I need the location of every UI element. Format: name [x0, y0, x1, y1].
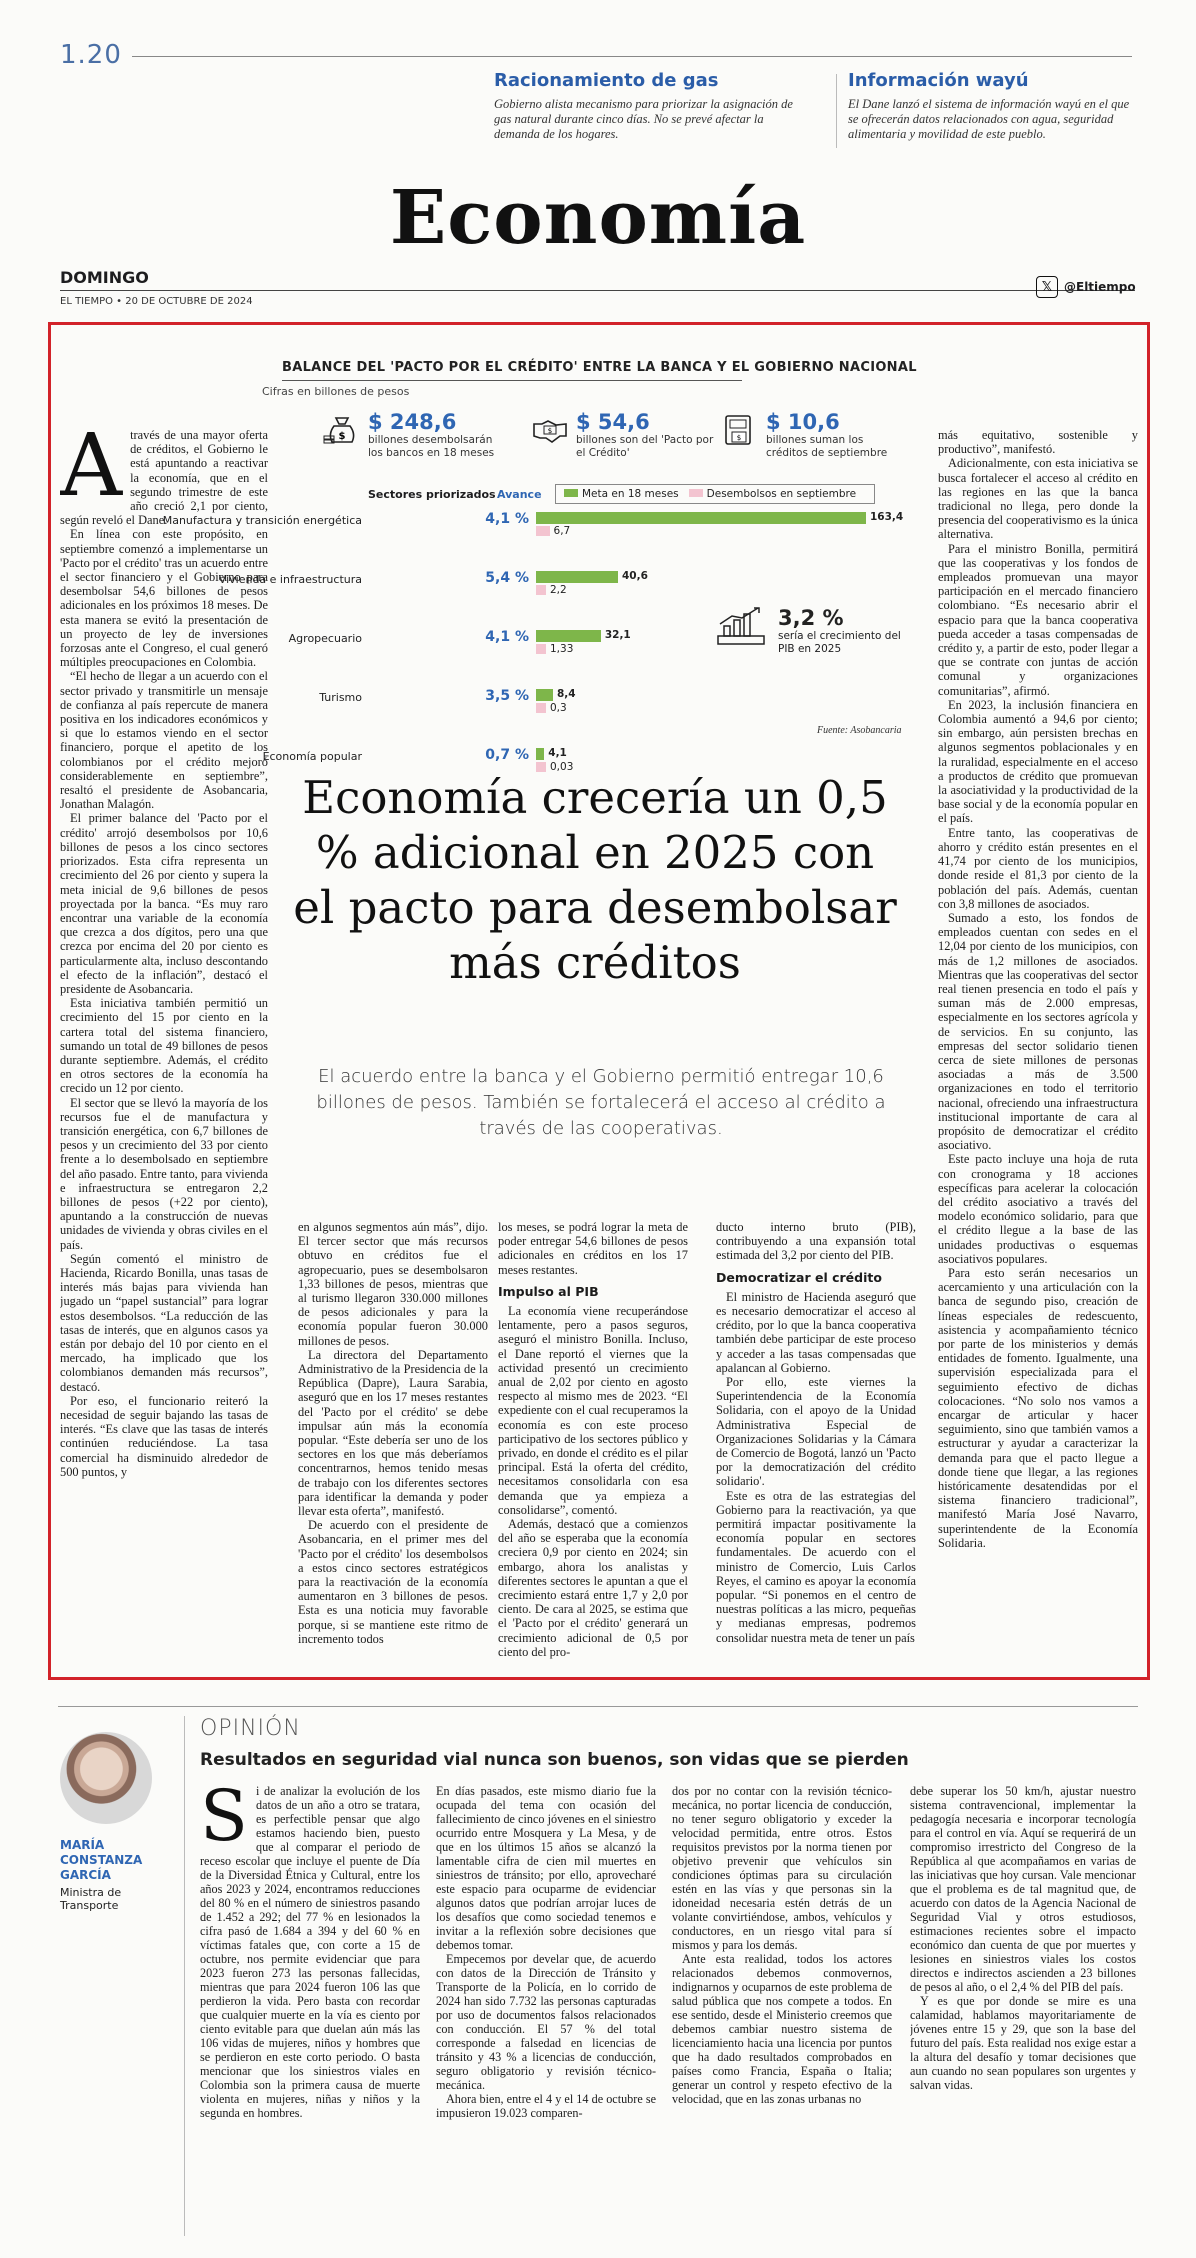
growth-value: 3,2 %: [778, 606, 844, 630]
svg-text:$: $: [736, 434, 742, 442]
chart-bar-meta: [536, 748, 544, 760]
svg-text:$: $: [338, 431, 346, 442]
author-name: MARÍA CONSTANZA GARCÍA: [60, 1838, 143, 1882]
article-headline: Economía crecería un 0,5 % adicional en 2025 con el pacto para desembolsar más créditos: [293, 771, 897, 989]
article-paragraph: Para el ministro Bonilla, permitirá que las cooperativas y los fondos de empleados promuevan una mayor participación en el mercado financiero colombiano. “Es necesario abrir el espacio para que la banca cooperativa pueda acceder a tasas compensadas de crédito y, a partir de esto, poder llegar a que se contrate con juntas de acción comunal y organizaciones comunitarias”, afirmó.: [938, 541, 1138, 698]
brief-gas-text: Gobierno alista mecanismo para priorizar la asignación de gas natural durante cinco días. No se prevé afectar la demanda de los hogares.: [494, 97, 793, 141]
chart-category-label: Vivienda e infraestructura: [218, 573, 362, 586]
article-paragraph: En 2023, la inclusión financiera en Colombia aumentó a 94,6 por ciento; sin embargo, aún persisten brechas en algunos segmentos poblacionales y en la ruralidad, especialmente en el acceso a productos de crédito que promuevan la asociatividad y la productividad de la base social y de la economía popular en el país.: [938, 697, 1138, 826]
chart-avance-label: 3,5 %: [485, 688, 529, 704]
avance-header: Avance: [497, 488, 542, 501]
top-rule: [132, 56, 1132, 57]
kpi-total: [322, 410, 508, 460]
opinion-title: Resultados en seguridad vial nunca son buenos, son vidas que se pierden: [200, 1750, 909, 1770]
day-label: DOMINGO: [60, 268, 149, 287]
opinion-column-4: [910, 1784, 1136, 2244]
brief-gas[interactable]: [494, 70, 794, 142]
author-avatar: [60, 1732, 152, 1824]
article-paragraph: Por eso, el funcionario reiteró la necesidad de seguir bajando las tasas de interés. “Es clave que las tasas de interés continúen reduciéndose. La tasa comercial ha disminuido alrededor de 500 puntos, y: [60, 1393, 268, 1479]
article-paragraph: El sector que se llevó la mayoría de los recursos fue el de manufactura y transición energética, con 6,7 billones de pesos y un crecimiento del 33 por ciento frente a lo desembolsado en septiembre del año pasado. Entre tanto, para vivienda e infraestructura se entregaron 2,2 billones de pesos (+22 por ciento), apuntando a la construcción de nuevas unidades de vivienda y obras civiles en el país.: [60, 1095, 268, 1252]
chart-legend: [555, 484, 875, 504]
opinion-paragraph: i de analizar la evolución de los datos de un año a otro se tratara, es perfectible pensar que algo estamos haciendo bien, puesto que al comparar el periodo de receso escolar que incluye el puente de Día de la Diversidad Étnica y Cultural, entre los años 2023 y 2024, encontramos reducciones del 80 % en el número de siniestros pasando de 1.452 a 292; del 77 % en lesionados la cifra pasó de 1.684 a 394 y del 60 % en víctimas fatales que, con corte a 15 de octubre, nos permite evidenciar que para 2023 fueron 273 las personas fallecidas, mientras que para 2024 fueron 106 las que perdieron la vida. Pero basta con recordar que cualquier muerte en la vía es ciento por ciento evitable para que duelan aún más las 106 vidas de mujeres, niños y hombres que se perdieron en este corto periodo. O basta mencionar que los siniestros viales en Colombia son la primera causa de muerte violenta en mujeres, niñas y niños y la segunda en hombres.: [200, 1784, 420, 2120]
opinion-paragraph: Empecemos por develar que, de acuerdo con datos de la Dirección de Tránsito y Transporte de la Policía, en lo corrido de 2024 han sido 7.732 las personas capturadas por uso de documentos falsos relacionados con conducción. El 57 % del total corresponde a falsedad en licencias de tránsito y 43 % a licencias de conducción, seguro obligatorio y revisión técnico-mecánica.: [436, 1952, 656, 2092]
chart-bar-meta-label: 163,4: [870, 511, 904, 523]
sectores-header: Sectores priorizados: [368, 488, 496, 501]
growth-desc: sería el crecimiento del PIB en 2025: [778, 630, 901, 655]
chart-bar-desembolso-label: 6,7: [553, 525, 571, 537]
chart-title-rule: [282, 380, 742, 381]
kpi-pacto-value: $ 54,6: [576, 410, 650, 434]
chart-bar-desembolso-label: 1,33: [550, 643, 574, 655]
opinion-paragraph: debe superar los 50 km/h, ajustar nuestro sistema contravencional, implementar la pedagogía necesaria e incorporar tecnología para el control en vía. Aquí se requerirá de un compromiso irrestricto del Congreso de la República al que acompañamos en varias de las iniciativas que hoy cursan. Vale mencionar que el problema es de tal magnitud que, de acuerdo con datos de la Agencia Nacional de Seguridad Vial y otros estudiosos, estimaciones recientes sobre el impacto económico dan cuenta de que por muertes y lesiones en siniestros viales los costos directos e indirectos ascienden a 23 billones de pesos al año, o el 2,4 % del PIB del país.: [910, 1784, 1136, 1994]
article-paragraph: De acuerdo con el presidente de Asobancaria, en el primer mes del 'Pacto por el crédito' los desembolsos a estos cinco sectores estratégicos para la reactivación de la economía aumentaron en 3 billones de pesos. Esta es una noticia muy favorable porque, si se mantiene este ritmo de incremento todos: [298, 1518, 488, 1646]
chart-bar-desembolso: [536, 644, 546, 654]
kpi-total-value: $ 248,6: [368, 410, 457, 434]
kpi-septiembre-desc: billones suman los créditos de septiembre: [766, 434, 888, 459]
brief-wayu[interactable]: [848, 70, 1138, 142]
chart-bar-desembolso-label: 0,03: [550, 761, 574, 773]
article-column-2: [298, 1220, 488, 1668]
chart-subtitle: Cifras en billones de pesos: [262, 385, 410, 398]
chart-bar-meta: [536, 512, 866, 524]
article-paragraph: Según comentó el ministro de Hacienda, Ricardo Bonilla, unas tasas de interés más bajas para vivienda han jugado un “papel sustancial” para lograr estos desembolsos. “La reducción de las tasas de interés, que en algunos casos ya están por debajo del 10 por ciento en el mercado, ha implicado que los colombianos demanden más recursos”, destacó.: [60, 1251, 268, 1394]
section-title: Economía: [389, 175, 807, 261]
article-paragraph: Entre tanto, las cooperativas de ahorro y crédito están presentes en el 41,74 por ciento de los municipios, donde reside el 81,3 por ciento de la población del país. Además, cuentan con 3,8 millones de asociados.: [938, 825, 1138, 911]
article-paragraph: más equitativo, sostenible y productivo”, manifestó.: [938, 428, 1138, 457]
kpi-pacto: [530, 410, 716, 460]
chart-bar-meta-label: 8,4: [556, 688, 576, 700]
chart-avance-label: 0,7 %: [485, 747, 529, 763]
article-paragraph: Este es otra de las estrategias del Gobierno para la reactivación, ya que permitirá impactar positivamente la economía popular en sectores fundamentales. De acuerdo con el ministro de Comercio, Luis Carlos Reyes, el camino es apoyar la economía popular. “Si ponemos en el centro de nuestras políticas a las micro, pequeñas y medianas empresas, podremos consolidar nuestra meta de tener un país: [716, 1488, 916, 1645]
article-paragraph: Por ello, este viernes la Superintendencia de la Economía Solidaria, con el apoyo de la Unidad Administrativa Especial de Organizaciones Solidarias y la Cámara de Comercio de Bogotá, lanzó un 'Pacto por la democratización del crédito solidario'.: [716, 1375, 916, 1489]
chart-bar-meta-label: 32,1: [604, 629, 631, 641]
chart-category-label: Manufactura y transición energética: [162, 514, 362, 527]
opinion-column-2: [436, 1784, 656, 2244]
opinion-dropcap: S: [200, 1784, 248, 1857]
legend-desembolsos-swatch: [689, 489, 703, 497]
chart-bar-meta: [536, 689, 553, 701]
article-paragraph: En línea con este propósito, en septiembre comenzó a implementarse un 'Pacto por el crédito' tras un acuerdo entre el sector financiero y el Gobierno para desembolsar 54,6 billones de pesos adicionales en los próximos 18 meses. De esta manera se evitó la presentación de un proyecto de ley de inversiones forzosas ante el Congreso, el cual generó múltiples preocupaciones en Colombia.: [60, 527, 268, 670]
handshake-icon: [530, 410, 570, 450]
chart-category-label: Agropecuario: [288, 632, 362, 645]
brief-wayu-text: El Dane lanzó el sistema de información wayú en el que se ofrecerán datos relacionados con agua, seguridad alimentaria y movilidad de este pueblo.: [848, 97, 1130, 141]
article-paragraph: Esta iniciativa también permitió un crecimiento del 15 por ciento en la cartera total del sistema financiero, sumando un total de 49 billones de pesos durante septiembre. Además, el crédito en otros sectores de la economía ha crecido un 12 por ciento.: [60, 996, 268, 1096]
twitter-link[interactable]: [1036, 276, 1136, 298]
svg-text:$: $: [547, 427, 553, 435]
chart-avance-label: 4,1 %: [485, 629, 529, 645]
opinion-paragraph: Ante esta realidad, todos los actores relacionados debemos conmovernos, indignarnos y ocuparnos de este problema de salud pública que nos compete a todos. En ese sentido, desde el Ministerio creemos que debemos cambiar nuestro sistema de licenciamiento hacia una licencia por puntos que ha dado resultados comprobados en países como Francia, España o Italia; generar un control y respeto efectivo de la velocidad, que en las zonas urbanas no: [672, 1952, 892, 2106]
brief-wayu-title[interactable]: Información wayú: [848, 70, 1029, 91]
article-deck: El acuerdo entre la banca y el Gobierno permitió entregar 10,6 billones de pesos. También se fortalecerá el acceso al crédito a través de las cooperativas.: [316, 1066, 886, 1139]
article-paragraph: los meses, se podrá lograr la meta de poder entregar 54,6 billones de pesos adicionales en créditos en los 17 meses restantes.: [498, 1220, 688, 1277]
money-bag-icon: [322, 410, 362, 450]
article-column-4: [716, 1220, 916, 1668]
chart-bar-desembolso: [536, 526, 550, 536]
article-paragraph: La economía viene recuperándose lentamente, pero a pasos seguros, aseguró el ministro Bonilla. Incluso, el Dane reportó el viernes que la actividad presentó un crecimiento anual de 2,02 por ciento en agosto respecto al mismo mes de 2023. “El expediente con el cual recuperamos la economía es con este proceso participativo de los sectores público y privado, en donde el crédito es el pilar principal. Está la oferta del crédito, necesitamos consolidarla con esa demanda que ya empieza a consolidarse”, comentó.: [498, 1304, 688, 1517]
opinion-label: OPINIÓN: [200, 1716, 301, 1741]
chart-source: Fuente: Asobancaria: [817, 725, 902, 736]
atm-icon: [720, 410, 760, 450]
dateline: EL TIEMPO • 20 DE OCTUBRE DE 2024: [60, 296, 253, 307]
article-column-5: [938, 428, 1138, 1668]
legend-desembolsos-label: Desembolsos en septiembre: [706, 488, 857, 500]
chart-bar-desembolso-label: 2,2: [550, 584, 567, 596]
legend-meta: [564, 488, 679, 500]
opinion-paragraph: Ahora bien, entre el 4 y el 14 de octubre se impusieron 19.023 comparen-: [436, 2092, 656, 2120]
chart-bar-desembolso: [536, 703, 546, 713]
kpi-pacto-desc: billones son del 'Pacto por el Crédito': [576, 434, 714, 459]
chart-category-label: Turismo: [319, 691, 362, 704]
growth-chart-icon: [714, 606, 768, 648]
article-paragraph: Adicionalmente, con esta iniciativa se busca fortalecer el acceso al crédito en las regiones en las que la banca tradicional no llega, pero donde la presencia del cooperativismo es la única alternativa.: [938, 456, 1138, 542]
chart-avance-label: 5,4 %: [485, 570, 529, 586]
subhead-democratizar: Democratizar el crédito: [716, 1269, 882, 1285]
growth-callout: [714, 606, 908, 656]
article-paragraph: través de una mayor oferta de créditos, el Gobierno le está apuntando a reactivar la economía, que en el segundo trimestre de este año creció 2,1 por ciento, según reveló el Dane.: [60, 428, 268, 528]
chart-bar-desembolso-label: 0,3: [550, 702, 567, 714]
kpi-septiembre-value: $ 10,6: [766, 410, 840, 434]
chart-title: BALANCE DEL 'PACTO POR EL CRÉDITO' ENTRE LA BANCA Y EL GOBIERNO NACIONAL: [282, 360, 917, 375]
chart-avance-label: 4,1 %: [485, 511, 529, 527]
article-paragraph: Para esto serán necesarios un acercamiento y una articulación con la banca de segundo piso, creación de líneas especiales de redescuento, asistencia y acompañamiento técnico por parte de los ministerios y demás entidades de fomento. Igualmente, una supervisión especializada para el seguimiento efectivo de dichas colocaciones. “No solo nos vamos a encargar de articular y hacer seguimiento, sino que también vamos a estructurar y ayudar a caracterizar la demanda para que el pacto llegue a donde tiene que llegar, a las regiones históricamente desatendidas por el sistema financiero tradicional”, manifestó María José Navarro, superintendente de la Economía Solidaria.: [938, 1265, 1138, 1550]
brief-divider: [836, 74, 837, 148]
article-paragraph: ducto interno bruto (PIB), contribuyendo a una expansión total estimada del 3,2 por ciento del PIB.: [716, 1220, 916, 1263]
chart-bar-desembolso: [536, 585, 546, 595]
article-paragraph: en algunos segmentos aún más”, dijo. El tercer sector que más recursos obtuvo en créditos fue el agropecuario, pues se desembolsaron 1,33 billones de pesos, mientras que al turismo llegaron 330.000 millones de pesos adicionales y para la economía popular fueron 30.000 millones de pesos.: [298, 1220, 488, 1348]
subhead-impulso-pib: Impulso al PIB: [498, 1283, 599, 1299]
brief-gas-title[interactable]: Racionamiento de gas: [494, 70, 719, 91]
article-column-3: [498, 1220, 688, 1668]
article-paragraph: Sumado a esto, los fondos de empleados cuentan con sedes en el 12,04 por ciento de los municipios, con más de 1,2 millones de asociados. Mientras que las cooperativas del sector real tienen presencia en todo el país y suman más de 2.000 empresas, especialmente en los sectores agrícola y de servicios. En su conjunto, las empresas del sector solidario tienen cerca de siete millones de personas asociadas a más de 3.500 organizaciones en todo el territorio nacional, ofreciendo una infraestructura institucional importante de cara al propósito de democratizar el crédito asociativo.: [938, 910, 1138, 1153]
article-column-1: [60, 428, 268, 1668]
opinion-column-1: [200, 1784, 420, 2244]
chart-category-label: Economía popular: [262, 750, 362, 763]
opinion-paragraph: dos por no contar con la revisión técnico-mecánica, no portar licencia de conducción, no tener seguro obligatorio y exceder la velocidad permitida, entre otros. Estos requisitos previstos por la norma tienen por objetivo prevenir que vehículos sin condiciones óptimas para su circulación estén en las vías y que personas sin la idoneidad necesaria estén detrás de un volante convirtiéndose, ambos, vehículos y conductores, en un riesgo vital para sí mismos y para los demás.: [672, 1784, 892, 1952]
opinion-divider: [184, 1716, 185, 2236]
opinion-column-3: [672, 1784, 892, 2244]
chart-bar-meta-label: 4,1: [548, 747, 567, 759]
legend-meta-swatch: [564, 489, 578, 497]
article-dropcap: A: [60, 428, 123, 516]
chart-bar-meta-label: 40,6: [621, 570, 648, 582]
kpi-total-desc: billones desembolsarán los bancos en 18 meses: [368, 434, 495, 459]
opinion-rule: [58, 1706, 1138, 1707]
chart-bar-meta: [536, 571, 618, 583]
opinion-paragraph: En días pasados, este mismo diario fue la ocupada del tema con ocasión del fallecimiento de cinco jóvenes en el siniestro ocurrido entre Mosquera y La Mesa, y de que en los últimos 15 años se alcanzó la lamentable cifra de cien mil muertes en siniestros de tránsito; por ello, aprovecharé este espacio para ocuparme de evidenciar algunos datos que podrían arrojar luces de los desafíos que como sociedad tenemos e invitar a la reflexión sobre decisiones que debemos tomar.: [436, 1784, 656, 1952]
page-number: 1.20: [60, 40, 122, 70]
article-paragraph: La directora del Departamento Administrativo de la Presidencia de la República (Dapre), Laura Sarabia, aseguró que en los 17 meses restantes del 'Pacto por el crédito' se debe impulsar aún más la economía popular. “Este debería ser uno de los sectores en los que más deberíamos concentrarnos, hemos tenido mesas de trabajo con los diferentes sectores para identificar la demanda y poder llevar esta oferta”, manifestó.: [298, 1347, 488, 1519]
legend-desembolsos: [689, 488, 856, 500]
author-role: Ministra de Transporte: [60, 1886, 122, 1912]
x-logo-icon: 𝕏: [1036, 276, 1058, 298]
article-paragraph: Este pacto incluye una hoja de ruta con cronograma y 18 acciones específicas para acelerar la colocación del crédito asociativo a través del modelo económico solidario, para que el crédito llegue a la base de las unidades productivas o esquemas asociativos populares.: [938, 1152, 1138, 1266]
article-paragraph: El ministro de Hacienda aseguró que es necesario democratizar el acceso al crédito, por lo que la banca cooperativa también debe participar de este proceso y acceder a las tasas compensadas que apalancan al Gobierno.: [716, 1289, 916, 1375]
chart-bar-meta: [536, 630, 601, 642]
article-paragraph: El primer balance del 'Pacto por el crédito' arrojó desembolsos por 10,6 billones de pesos a los cinco sectores priorizados. Esta cifra representa un crecimiento del 26 por ciento y supera la meta inicial de 9,6 billones de pesos proyectada por la banca. “Es muy raro encontrar una variable de la economía que crezca a dos dígitos, pero una que crezca por encima del 20 por ciento es particularmente alta, incluso descontando el efecto de la inflación”, destacó el presidente de Asobancaria.: [60, 811, 268, 996]
twitter-handle: @Eltiempo: [1064, 280, 1136, 294]
header-rule: [60, 290, 1135, 291]
article-paragraph: Además, destacó que a comienzos del año se esperaba que la economía creciera 0,9 por ciento en 2024; sin embargo, ahora los analistas y diferentes sectores le apuntan a que el crecimiento estará entre 1,7 y 2,0 por ciento. De cara al 2025, se estima que el 'Pacto por el crédito' generará un crecimiento adicional de 0,5 por ciento del pro-: [498, 1517, 688, 1659]
article-paragraph: “El hecho de llegar a un acuerdo con el sector privado y transmitirle un mensaje de confianza al país repercute de manera positiva en los indicadores económicos y si que lo estamos viendo en el sector financiero, porque el apetito de los colombianos por el crédito mejoró considerablemente en septiembre”, resaltó el presidente de Asobancaria, Jonathan Malagón.: [60, 669, 268, 812]
legend-meta-label: Meta en 18 meses: [582, 488, 679, 500]
kpi-septiembre: [720, 410, 906, 460]
opinion-paragraph: Y es que por donde se mire es una calamidad, hablamos mayoritariamente de jóvenes entre 15 y 29, que son la base del futuro del país. Esta realidad nos exige estar a la altura del desafío y tomar decisiones que aun cuando no sean populares son urgentes y salvan vidas.: [910, 1994, 1136, 2092]
